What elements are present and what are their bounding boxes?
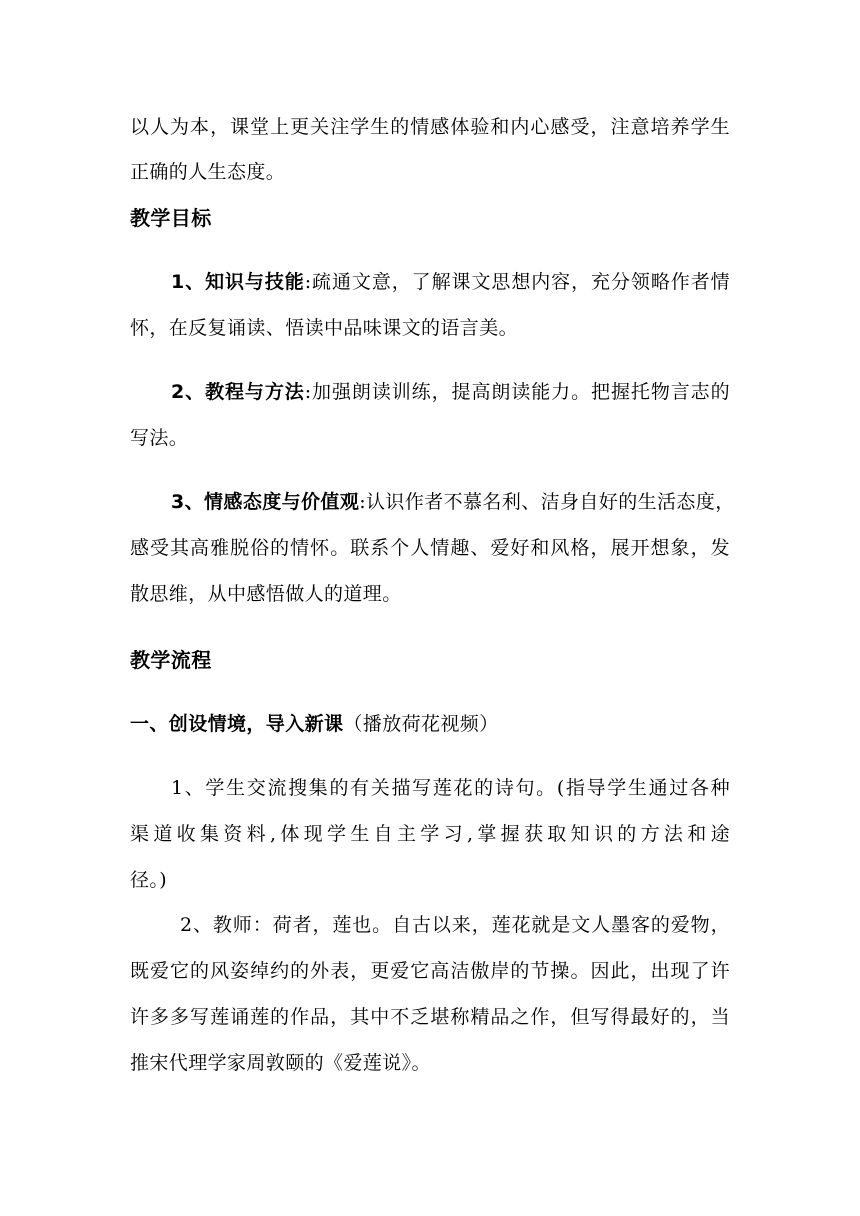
flow-step-1-para-1-line-1: 1、学生交流搜集的有关描写莲花的诗句。(指导学生通过各种 xyxy=(171,777,730,799)
flow-step-1-note: （播放荷花视频） xyxy=(343,713,499,735)
flow-step-1-para-2-line-4: 推宋代理学家周敦颐的《爱莲说》。 xyxy=(130,1052,431,1074)
flow-step-1-para-2-line-2: 既爱它的风姿绰约的外表，更爱它高洁傲岸的节操。因此，出现了许 xyxy=(130,960,730,982)
flow-step-1-para-1-line-2: 渠道收集资料,体现学生自主学习,掌握获取知识的方法和途 xyxy=(130,823,730,845)
section-heading-flow: 教学流程 xyxy=(130,648,212,672)
goal-item-2-line-2: 写法。 xyxy=(130,427,189,449)
flow-step-1-para-2-line-3: 许多多写莲诵莲的作品，其中不乏堪称精品之作，但写得最好的，当 xyxy=(130,1006,730,1028)
intro-line-2: 正确的人生态度。 xyxy=(130,161,286,183)
goal-item-1-line-2: 怀，在反复诵读、悟读中品味课文的语言美。 xyxy=(130,317,519,339)
goal-item-3-line-3: 散思维，从中感悟做人的道理。 xyxy=(130,583,402,605)
flow-step-1-title: 一、创设情境，导入新课 xyxy=(130,713,344,735)
goal-item-3-text: :认识作者不慕名利、洁身自好的生活态度， xyxy=(359,491,735,513)
goal-item-1-label: 1、知识与技能 xyxy=(171,271,305,293)
flow-step-1-para-2-line-1: 2、教师：荷者，莲也。自古以来，莲花就是文人墨客的爱物， xyxy=(180,914,730,936)
intro-line-1: 以人为本，课堂上更关注学生的情感体验和内心感受，注意培养学生 xyxy=(130,116,730,138)
goal-item-1-text: :疏通文意，了解课文思想内容，充分领略作者情 xyxy=(304,271,730,293)
flow-step-1-title-line xyxy=(130,712,730,736)
goal-item-3-line-2: 感受其高雅脱俗的情怀。联系个人情趣、爱好和风格，展开想象，发 xyxy=(130,537,730,559)
flow-step-1-para-1-line-3: 径。) xyxy=(130,869,168,891)
goal-item-2-line-1 xyxy=(171,380,730,404)
goal-item-3-line-1 xyxy=(171,490,735,514)
goal-item-1-line-1 xyxy=(171,270,730,294)
section-heading-goals: 教学目标 xyxy=(130,206,212,230)
goal-item-2-label: 2、教程与方法 xyxy=(171,381,305,403)
goal-item-3-label: 3、情感态度与价值观 xyxy=(171,491,360,513)
goal-item-2-text: :加强朗读训练，提高朗读能力。把握托物言志的 xyxy=(304,381,730,403)
